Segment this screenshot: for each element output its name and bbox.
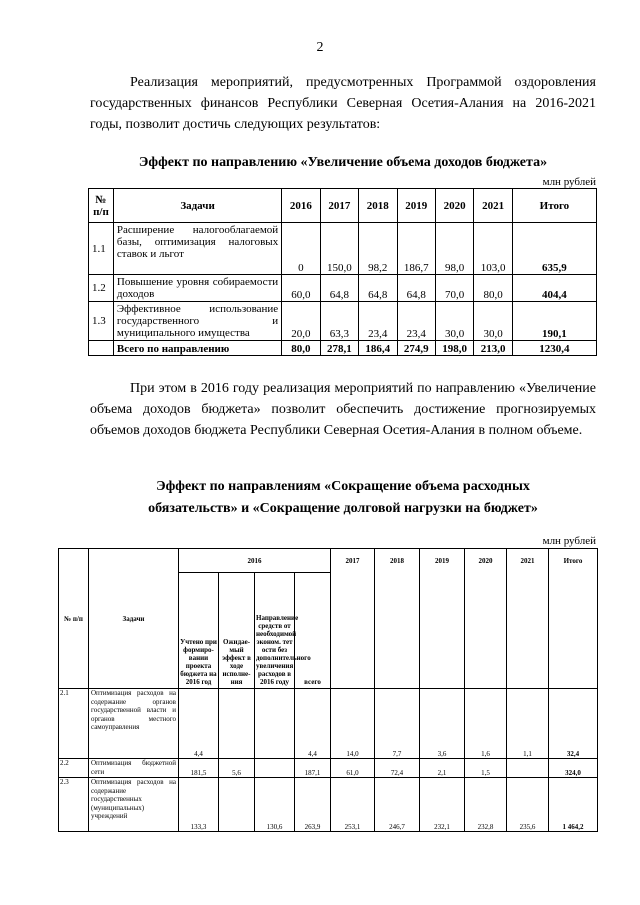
col-2021-header: 2021	[474, 189, 512, 223]
cell-value: 70,0	[435, 275, 473, 302]
cell-value: 98,2	[359, 223, 397, 275]
row-number: 2.2	[59, 759, 89, 778]
row-task: Эффективное использование государственного и муниципального имущества	[113, 302, 281, 341]
row-task: Оптимизация расходов на содержание органов государственной власти и органов местного самоуправления	[89, 689, 179, 759]
cell-value: 187,1	[295, 759, 331, 778]
row-number: 2.3	[59, 778, 89, 832]
cell-value: 80,0	[474, 275, 512, 302]
row-number: 2.1	[59, 689, 89, 759]
table2-unit: млн рублей	[542, 535, 596, 547]
cell-value: 181,5	[179, 759, 219, 778]
table-row	[89, 223, 597, 275]
cell-value: 232,8	[465, 778, 507, 832]
cell-value: 1,6	[465, 689, 507, 759]
table-row	[89, 302, 597, 341]
cell-value: 246,7	[375, 778, 420, 832]
cell-value: 232,1	[420, 778, 465, 832]
grand-total-num-cell	[89, 341, 114, 356]
row-task: Оптимизация бюджетной сети	[89, 759, 179, 778]
cell-value: 133,3	[179, 778, 219, 832]
row-number: 1.1	[89, 223, 114, 275]
cell-value: 253,1	[331, 778, 375, 832]
table1-header-row	[89, 189, 597, 223]
cell-value: 20,0	[282, 302, 320, 341]
cell-value: 130,6	[255, 778, 295, 832]
row-task: Повышение уровня собираемости доходов	[113, 275, 281, 302]
row-total: 1 464,2	[549, 778, 598, 832]
col-total-header: Итого	[512, 189, 596, 223]
cell-value: 23,4	[359, 302, 397, 341]
row-total: 190,1	[512, 302, 596, 341]
col-2017-header: 2017	[320, 189, 358, 223]
grand-total-value: 1230,4	[512, 341, 596, 356]
row-task: Расширение налогооблагаемой базы, оптимизация налоговых ставок и льгот	[113, 223, 281, 275]
col-2018-header: 2018	[359, 189, 397, 223]
cell-value: 64,8	[359, 275, 397, 302]
table1-title: Эффект по направлению «Увеличение объема доходов бюджета»	[138, 155, 548, 170]
cell-value: 7,7	[375, 689, 420, 759]
table-row	[59, 759, 598, 778]
t2-sub-total-header: всего	[295, 573, 331, 689]
cell-value: 263,9	[295, 778, 331, 832]
cell-value: 186,7	[397, 223, 435, 275]
t2-col-2021-header: 2021	[507, 549, 549, 689]
cell-value: 186,4	[359, 341, 397, 356]
table1-unit: млн рублей	[542, 176, 596, 188]
t2-col-2017-header: 2017	[331, 549, 375, 689]
cell-value: 72,4	[375, 759, 420, 778]
cell-value: 64,8	[397, 275, 435, 302]
intro-paragraph: Реализация мероприятий, предусмотренных Программой оздоровления государственных финансов Республики Северная Осетия-Алания на 2016-2021 годы, позволит достичь следующих результатов:	[90, 75, 596, 132]
middle-paragraph: При этом в 2016 году реализация мероприятий по направлению «Увеличение объема доходов бюджета» позволит обеспечить достижение прогнозируемых объемов доходов бюджета Республики Северная Осетия-Алания в полном объеме.	[90, 381, 596, 438]
table2-title-line1: Эффект по направлениям «Сокращение объема расходных	[156, 479, 530, 494]
cell-value	[255, 689, 295, 759]
cell-value: 30,0	[474, 302, 512, 341]
col-2020-header: 2020	[435, 189, 473, 223]
cell-value: 1,1	[507, 689, 549, 759]
cell-value: 63,3	[320, 302, 358, 341]
t2-sub-budget-header: Учтено при формиро-вании проекта бюджета на 2016 год	[179, 573, 219, 689]
cell-value: 80,0	[282, 341, 320, 356]
cell-value: 60,0	[282, 275, 320, 302]
col-num-header: № п/п	[89, 189, 114, 223]
col-2016-header: 2016	[282, 189, 320, 223]
cell-value: 2,1	[420, 759, 465, 778]
cell-value: 274,9	[397, 341, 435, 356]
t2-col-2018-header: 2018	[375, 549, 420, 689]
t2-sub-direction-header: Направление средств от необходимой эконом. тет ости без дополнительного увеличения расходов в 2016 году	[255, 573, 295, 689]
cell-value: 4,4	[179, 689, 219, 759]
col-2019-header: 2019	[397, 189, 435, 223]
cell-value: 5,6	[219, 759, 255, 778]
table-row	[59, 778, 598, 832]
table2-title-line2: обязательств» и «Сокращение долговой нагрузки на бюджет»	[148, 501, 538, 516]
row-number: 1.2	[89, 275, 114, 302]
table1-grand-total-row	[89, 341, 597, 356]
expense-debt-effect-table	[58, 548, 598, 832]
cell-value	[219, 778, 255, 832]
cell-value	[219, 689, 255, 759]
cell-value	[507, 759, 549, 778]
t2-col-task-header: Задачи	[89, 549, 179, 689]
row-total: 324,0	[549, 759, 598, 778]
cell-value: 61,0	[331, 759, 375, 778]
row-total: 635,9	[512, 223, 596, 275]
cell-value: 198,0	[435, 341, 473, 356]
cell-value: 14,0	[331, 689, 375, 759]
col-task-header: Задачи	[113, 189, 281, 223]
page-number: 2	[316, 40, 324, 55]
table2-header-row-1	[59, 549, 598, 573]
income-effect-table	[88, 188, 597, 356]
table-row	[59, 689, 598, 759]
row-total: 404,4	[512, 275, 596, 302]
t2-sub-expected-header: Ожидае-мый эффект в ходе исполне-ния	[219, 573, 255, 689]
grand-total-label: Всего по направлению	[113, 341, 281, 356]
t2-col-num-header: № п/п	[59, 549, 89, 689]
table-row	[89, 275, 597, 302]
cell-value: 278,1	[320, 341, 358, 356]
cell-value: 103,0	[474, 223, 512, 275]
cell-value: 3,6	[420, 689, 465, 759]
cell-value: 1,5	[465, 759, 507, 778]
cell-value: 213,0	[474, 341, 512, 356]
cell-value: 235,6	[507, 778, 549, 832]
row-task: Оптимизация расходов на содержание государственных (муниципальных) учреждений	[89, 778, 179, 832]
cell-value: 30,0	[435, 302, 473, 341]
t2-col-total-header: Итого	[549, 549, 598, 689]
cell-value	[255, 759, 295, 778]
cell-value: 98,0	[435, 223, 473, 275]
row-total: 32,4	[549, 689, 598, 759]
cell-value: 23,4	[397, 302, 435, 341]
cell-value: 0	[282, 223, 320, 275]
row-number: 1.3	[89, 302, 114, 341]
t2-col-2016-header: 2016	[179, 549, 331, 573]
t2-col-2020-header: 2020	[465, 549, 507, 689]
cell-value: 64,8	[320, 275, 358, 302]
t2-col-2019-header: 2019	[420, 549, 465, 689]
cell-value: 150,0	[320, 223, 358, 275]
cell-value: 4,4	[295, 689, 331, 759]
